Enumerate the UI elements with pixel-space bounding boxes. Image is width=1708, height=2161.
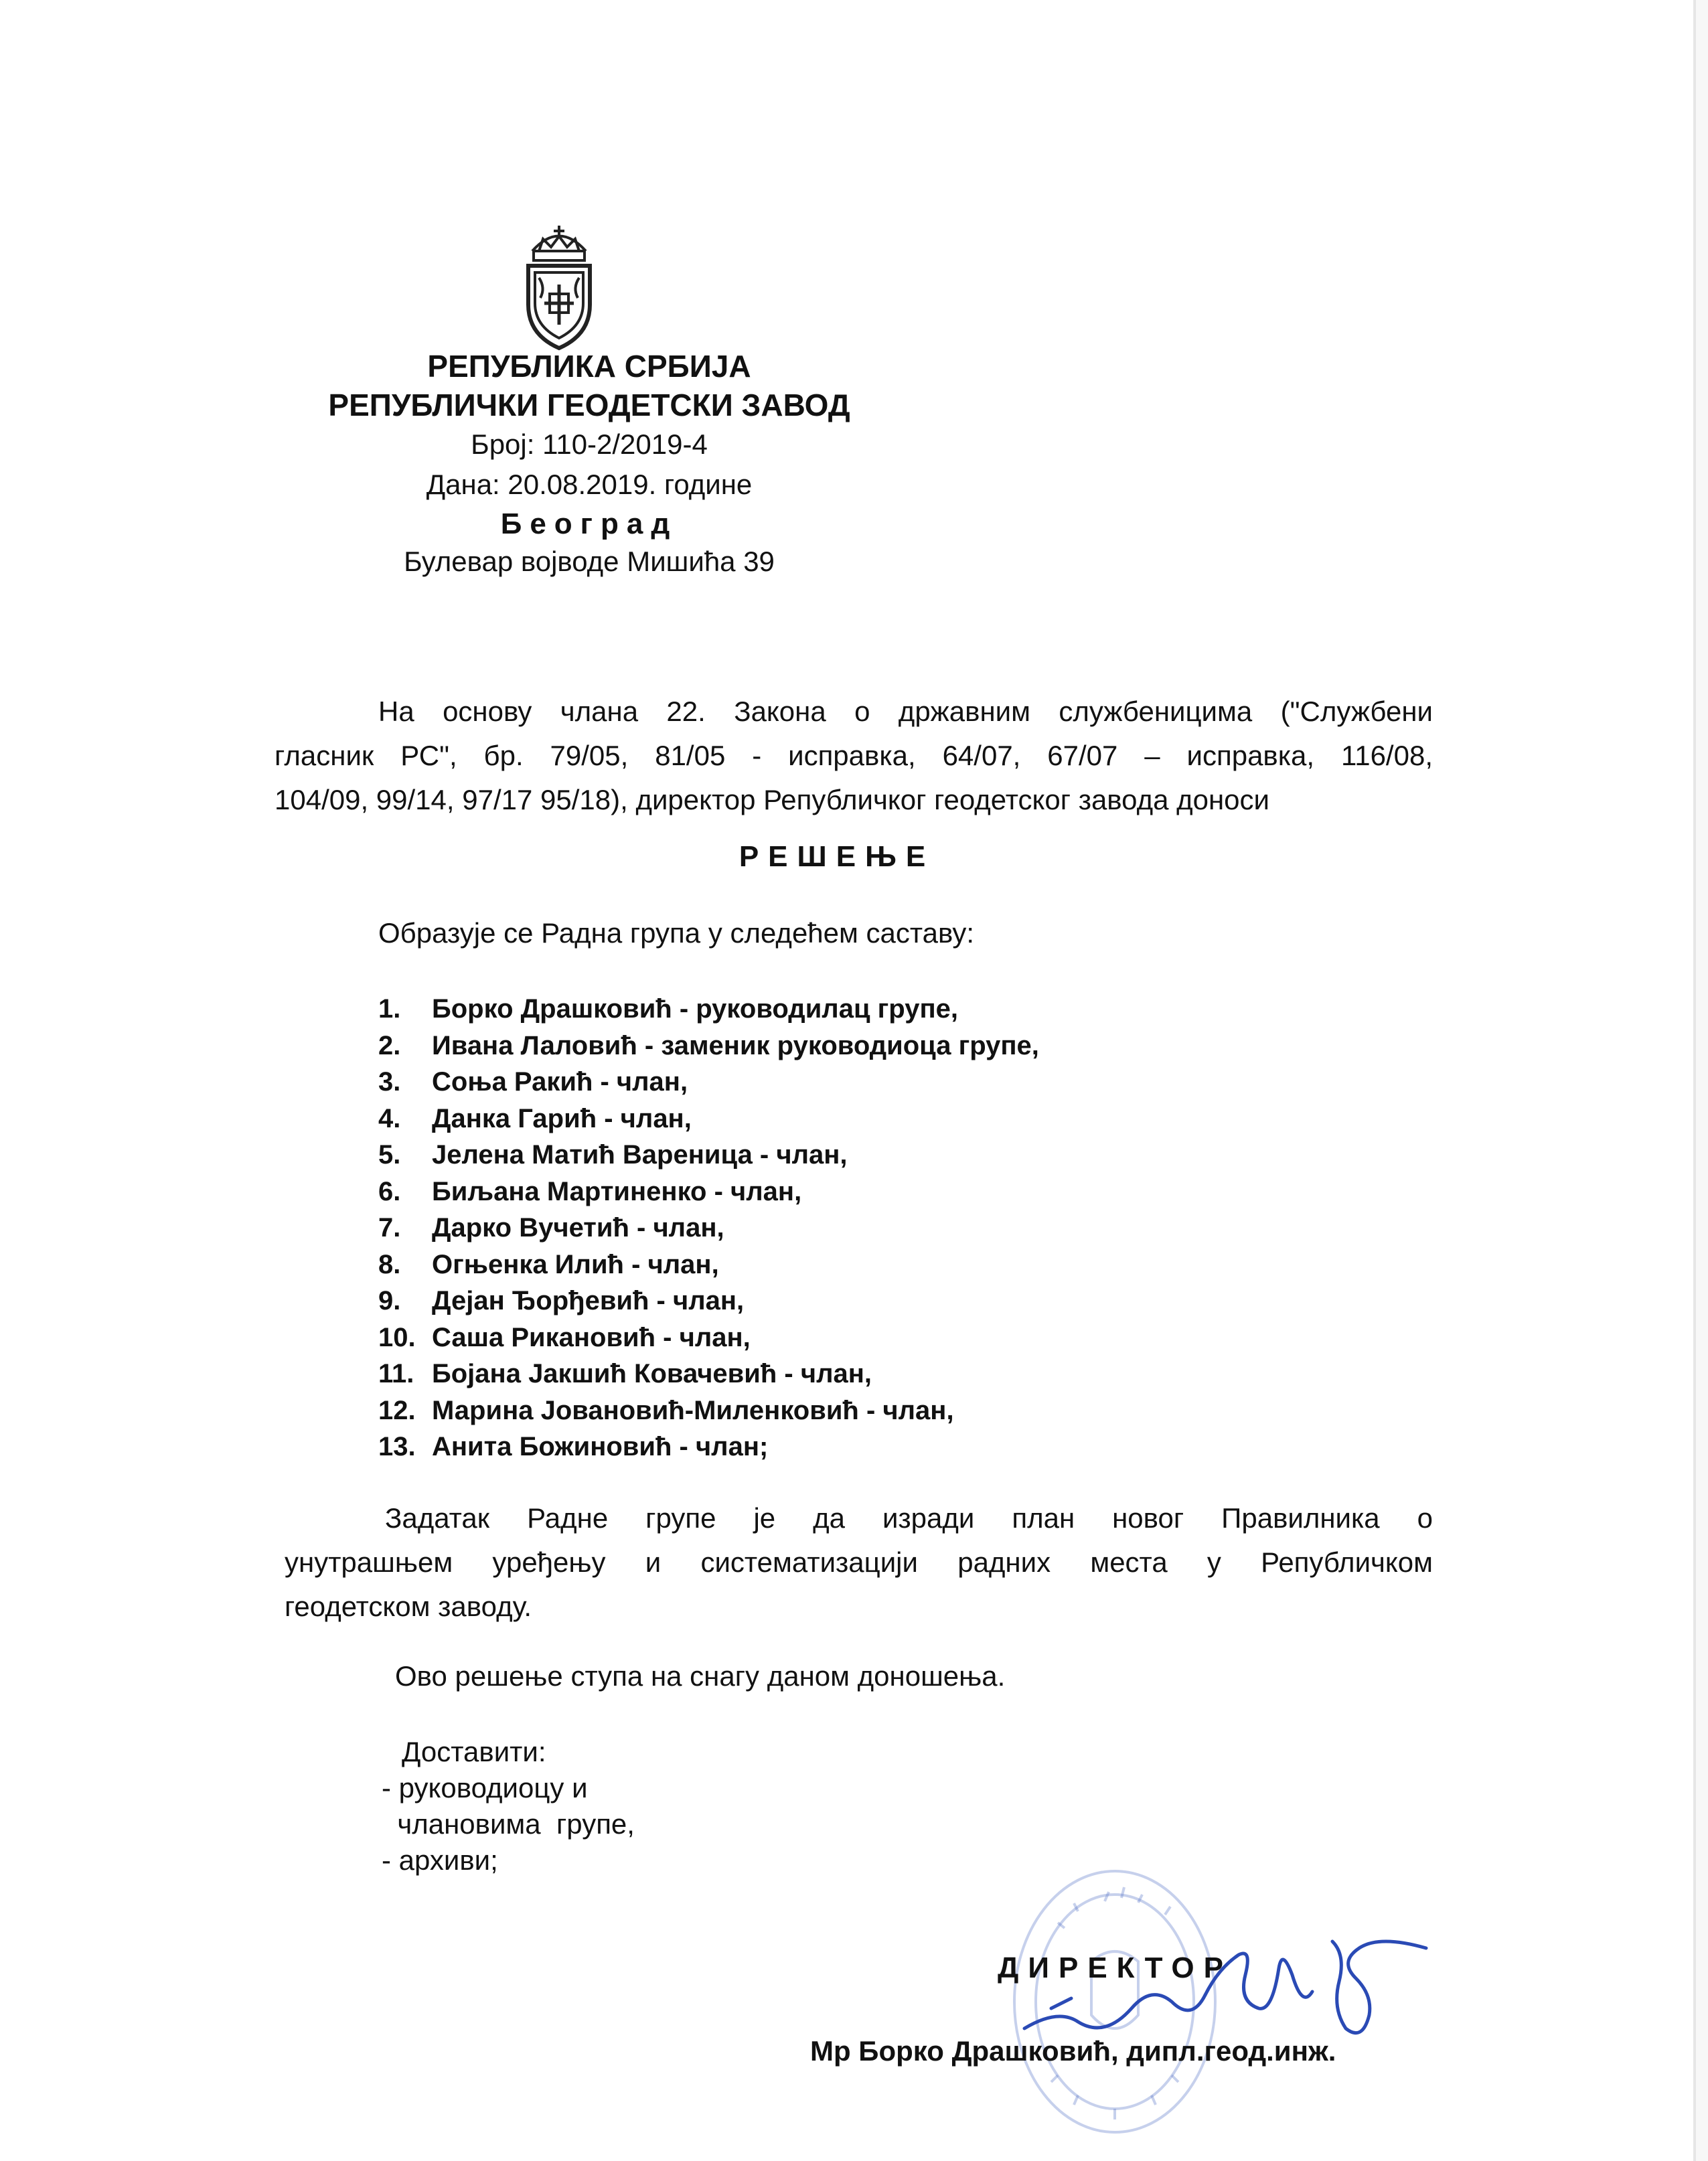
list-item-text: Данка Гарић - члан,	[432, 1103, 692, 1133]
document-number: Број: 110-2/2019-4	[471, 428, 708, 460]
list-item	[378, 1319, 1039, 1356]
institution-heading: РЕПУБЛИЧКИ ГЕОДЕТСКИ ЗАВОД	[328, 388, 850, 422]
preamble-line: гласник РС", бр. 79/05, 81/05 - исправка, 64/07, 67/07 – исправка, 116/08,	[275, 740, 1433, 771]
decision-title: РЕШЕЊЕ	[739, 840, 935, 873]
list-item-number: 7.	[378, 1213, 401, 1243]
list-item-text: Борко Драшковић - руководилац групе,	[432, 994, 958, 1024]
list-item	[378, 1283, 1039, 1319]
list-item	[378, 1137, 1039, 1174]
list-item-number: 1.	[378, 994, 401, 1024]
list-item-number: 5.	[378, 1140, 401, 1170]
list-item	[378, 991, 1039, 1028]
distribution-heading: Доставити:	[402, 1736, 546, 1767]
address: Булевар војводе Мишића 39	[404, 546, 775, 577]
handwritten-signature	[998, 1928, 1440, 2042]
list-item-text: Биљана Мартиненко - члан,	[432, 1176, 802, 1206]
decision-intro: Образује се Радна група у следећем саставу:	[378, 917, 975, 949]
list-item-number: 11.	[378, 1359, 414, 1388]
distribution-line: - руководиоцу и	[382, 1772, 588, 1804]
list-item-number: 4.	[378, 1103, 401, 1133]
director-title: ДИРЕКТОР	[998, 1951, 1233, 1984]
list-item-number: 6.	[378, 1176, 401, 1206]
scan-border	[1696, 0, 1708, 2161]
task-paragraph	[285, 1496, 1433, 1629]
list-item-text: Саша Рикановић - члан,	[432, 1322, 751, 1352]
list-item-number: 13.	[378, 1432, 416, 1461]
list-item	[378, 1392, 1039, 1429]
list-item-text: Дејан Ђорђевић - члан,	[432, 1286, 745, 1315]
task-line: геодетском заводу.	[285, 1591, 532, 1622]
country-heading: РЕПУБЛИКА СРБИЈА	[427, 349, 751, 384]
list-item	[378, 1064, 1039, 1101]
list-item	[378, 1247, 1039, 1283]
list-item-text: Дарко Вучетић - члан,	[432, 1213, 724, 1243]
preamble-paragraph	[275, 690, 1433, 822]
list-item-text: Бојана Јакшић Ковачевић - члан,	[432, 1359, 872, 1388]
list-item	[378, 1210, 1039, 1247]
list-item	[378, 1174, 1039, 1210]
preamble-line: На основу члана 22. Закона о државним службеницима ("Службени	[378, 696, 1433, 727]
list-item	[378, 1101, 1039, 1137]
list-item-number: 3.	[378, 1067, 401, 1097]
coat-of-arms-icon	[519, 224, 599, 351]
list-item-number: 8.	[378, 1249, 401, 1279]
task-line: унутрашњем уређењу и систематизацији радних места у Републичком	[285, 1546, 1433, 1578]
task-line: Задатак Радне групе је да изради план новог Правилника о	[385, 1502, 1433, 1534]
list-item-text: Ивана Лаловић - заменик руководиоца групе,	[432, 1030, 1039, 1060]
scan-edge-line	[1693, 0, 1696, 2161]
distribution-line: - архиви;	[382, 1844, 498, 1876]
member-list	[378, 991, 1039, 1465]
distribution-list	[382, 1734, 635, 1878]
city: Београд	[500, 507, 678, 540]
list-item	[378, 1356, 1039, 1392]
list-item-number: 9.	[378, 1286, 401, 1315]
list-item-number: 2.	[378, 1030, 401, 1060]
distribution-line: члановима групе,	[382, 1808, 635, 1840]
preamble-line: 104/09, 99/14, 97/17 95/18), директор Републичког геодетског завода доноси	[275, 784, 1269, 815]
effect-statement: Ово решење ступа на снагу даном доношења.	[395, 1660, 1006, 1692]
list-item-text: Соња Ракић - члан,	[432, 1067, 688, 1097]
signer-name: Мр Борко Драшковић, дипл.геод.инж.	[810, 2035, 1336, 2067]
list-item-text: Марина Јовановић-Миленковић - члан,	[432, 1395, 954, 1425]
list-item-text: Анита Божиновић - члан;	[432, 1432, 769, 1461]
list-item	[378, 1028, 1039, 1064]
list-item-text: Огњенка Илић - члан,	[432, 1249, 719, 1279]
document-date: Дана: 20.08.2019. године	[426, 469, 753, 500]
list-item-number: 10.	[378, 1322, 416, 1352]
list-item	[378, 1429, 1039, 1465]
list-item-number: 12.	[378, 1395, 416, 1425]
list-item-text: Јелена Матић Вареница - члан,	[432, 1140, 848, 1170]
